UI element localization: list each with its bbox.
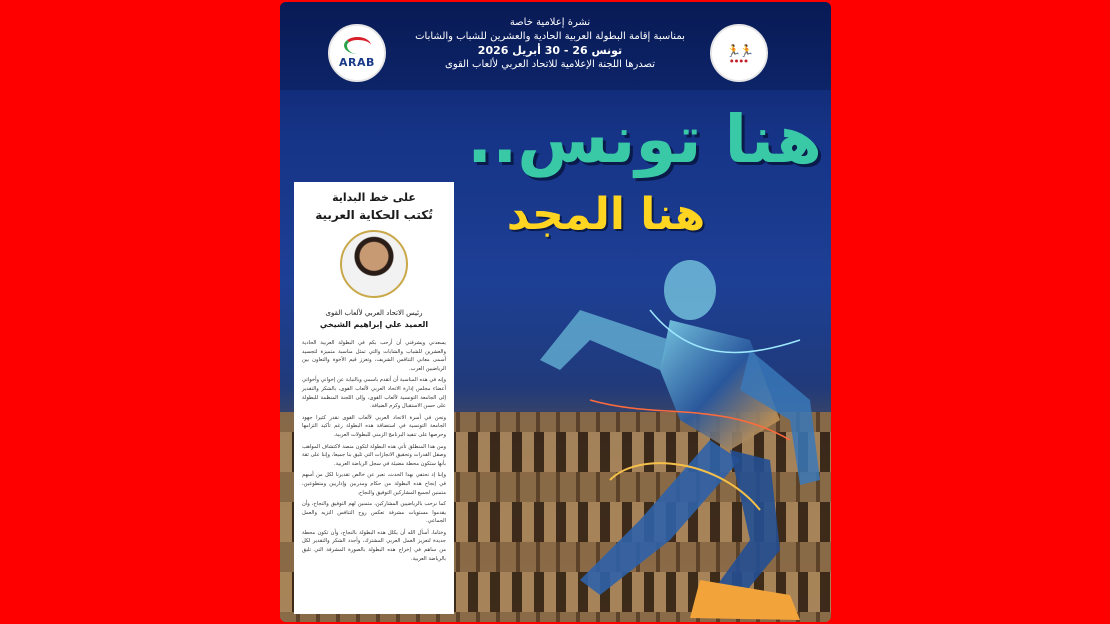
article-paragraph: ومن هذا المنطلق تأتي هذه البطولة لتكون منصة لاكتشاف المواهب وصقل القدرات وتحقيق الانجازات التي تليق بنا جميعا، وإننا على ثقة بأنها ستكون محطة مضيئة في سجل الرياضة العربية. <box>302 443 446 467</box>
championship-logo <box>710 24 768 82</box>
runner-head-shape <box>664 260 716 320</box>
author-role: رئيس الاتحاد العربي لألعاب القوى <box>325 309 423 317</box>
logo-text: ARAB <box>339 56 375 69</box>
article-paragraph: ونحن في أسرة الاتحاد العربي لألعاب القوى نقدر كثيرا جهود الجامعة التونسية في استضافة هذه البطولة رغم تأكيد التزامها وحرصها على تنفيذ البرنامج الزمني للبطولات العربية. <box>302 414 446 438</box>
logo-swirl-icon <box>344 37 371 54</box>
headline-main: هنا تونس.. <box>467 101 822 178</box>
article-paragraph: وختاما، أسأل الله أن يكلل هذه البطولة بالنجاح، وأن تكون محطة جديدة لتعزيز العمل العربي المشترك، وأجدد الشكر والتقدير لكل من ساهم في إخراج هذه البطولة بالصورة المشرفة التي تليق بالرياضة العربية. <box>302 529 446 562</box>
header-line1: نشرة إعلامية خاصة <box>509 17 591 28</box>
header-text-block <box>392 16 708 72</box>
newsletter-header <box>280 2 831 90</box>
headline-secondary: هنا المجد <box>506 189 706 240</box>
header-line3: تونس 26 - 30 أبريل 2026 <box>477 44 623 57</box>
arab-athletics-logo <box>328 24 386 82</box>
article-paragraph: كما نرحب بالرياضيين المشاركين، متمنين لهم التوفيق والنجاح، وأن يقدموا مستويات مشرفة تعكس روح التنافس النزيه والعمل الجماعي. <box>302 501 446 525</box>
article-paragraph: يسعدني ويشرفني أن أرحب بكم في البطولة العربية الحادية والعشرين للشباب والشابات والتي تمثل مناسبة متميزة لتجسيد أسمى معاني التنافس الشريف، وتعزز قيم الأخوة والتعاون بين الرياضيين العرب. <box>302 340 446 372</box>
author-caption <box>294 308 454 331</box>
article-title-line1: على خط البداية <box>332 191 416 204</box>
article-paragraph: وإننا إذ نحتفي بهذا الحدث، نعبر عن خالص تقديرنا لكل من أسهم في إنجاح هذه البطولة من حكام ومدربين وإداريين ومتطوعين، متمنين لجميع المشاركين التوفيق والنجاح. <box>302 472 446 496</box>
runner-arm-shape <box>540 310 670 370</box>
header-line4: تصدرها اللجنة الإعلامية للاتحاد العربي لألعاب القوى <box>445 59 655 70</box>
header-line2: بمناسبة إقامة البطولة العربية الحادية والعشرين للشباب والشابات <box>415 31 685 42</box>
runners-icon: 🏃🏃 <box>726 43 752 58</box>
logo-ring-decoration: ● ● ● ● <box>730 57 748 63</box>
article-body <box>294 331 454 563</box>
article-title-line2: تُكتب الحكاية العربية <box>315 208 433 222</box>
president-article <box>294 182 454 614</box>
runner-illustration <box>460 250 831 622</box>
author-name: العميد علي إبراهيم الشيخي <box>319 320 429 329</box>
author-photo <box>340 230 408 298</box>
newsletter-poster <box>280 2 831 622</box>
article-paragraph: وإنه في هذه المناسبة أن أتقدم باسمي وبالنيابة عن إخواني وأخواتي أعضاء مجلس إدارة الاتحاد العربي لألعاب القوى، بالشكر والتقدير إلى الجامعة التونسية لألعاب القوى، وإلى اللجنة المنظمة للبطولة على حسن الاستقبال وكرم الضيافة. <box>302 377 446 410</box>
article-title <box>294 190 454 224</box>
